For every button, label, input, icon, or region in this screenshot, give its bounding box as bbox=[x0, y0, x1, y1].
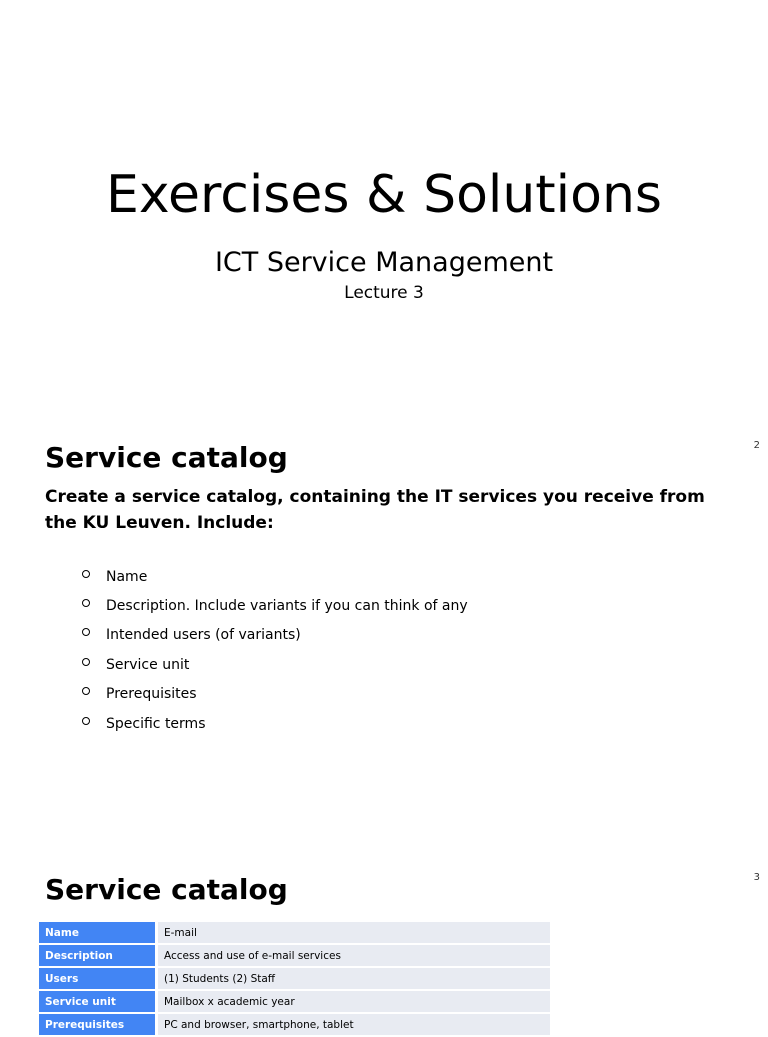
presentation-subtitle: ICT Service Management bbox=[214, 247, 554, 278]
service-catalog-table bbox=[39, 920, 550, 1037]
circle-bullet-icon bbox=[82, 687, 90, 695]
row-key: Name bbox=[39, 922, 158, 943]
list-item bbox=[82, 621, 468, 650]
exercise-slide bbox=[0, 420, 768, 830]
circle-bullet-icon bbox=[82, 628, 90, 636]
circle-bullet-icon bbox=[82, 599, 90, 607]
slide-number: 2 bbox=[753, 440, 760, 451]
row-key: Service unit bbox=[39, 991, 158, 1012]
row-key: Prerequisites bbox=[39, 1014, 158, 1035]
presentation-title: Exercises & Solutions bbox=[105, 165, 662, 225]
row-value: PC and browser, smartphone, tablet bbox=[158, 1014, 550, 1035]
list-item-text: Prerequisites bbox=[106, 686, 197, 703]
list-item-text: Intended users (of variants) bbox=[106, 627, 301, 644]
slide-number: 3 bbox=[753, 872, 760, 883]
list-item bbox=[82, 650, 468, 679]
list-item-text: Service unit bbox=[106, 656, 190, 673]
solution-slide bbox=[0, 852, 768, 1031]
row-value: Mailbox x academic year bbox=[158, 991, 550, 1012]
list-item bbox=[82, 562, 468, 591]
table-row bbox=[39, 1014, 550, 1035]
row-value: Access and use of e-mail services bbox=[158, 945, 550, 966]
list-item bbox=[82, 591, 468, 620]
list-item bbox=[82, 709, 468, 738]
table-row bbox=[39, 968, 550, 989]
circle-bullet-icon bbox=[82, 658, 90, 666]
table-row bbox=[39, 991, 550, 1012]
table-row bbox=[39, 945, 550, 966]
list-item-text: Name bbox=[106, 568, 148, 585]
row-key: Description bbox=[39, 945, 158, 966]
lecture-label: Lecture 3 bbox=[344, 283, 424, 303]
exercise-instruction: Create a service catalog, containing the IT services you receive from the KU Leuven. Include: bbox=[45, 487, 705, 533]
list-item bbox=[82, 680, 468, 709]
slide-heading: Service catalog bbox=[45, 873, 288, 906]
table-row bbox=[39, 922, 550, 943]
row-key: Users bbox=[39, 968, 158, 989]
circle-bullet-icon bbox=[82, 717, 90, 725]
slide-heading: Service catalog bbox=[45, 441, 288, 474]
title-slide bbox=[0, 0, 768, 400]
list-item-text: Description. Include variants if you can think of any bbox=[106, 598, 468, 615]
row-value: (1) Students (2) Staff bbox=[158, 968, 550, 989]
circle-bullet-icon bbox=[82, 570, 90, 578]
list-item-text: Specific terms bbox=[106, 715, 206, 732]
row-value: E-mail bbox=[158, 922, 550, 943]
bullet-list bbox=[82, 562, 468, 738]
